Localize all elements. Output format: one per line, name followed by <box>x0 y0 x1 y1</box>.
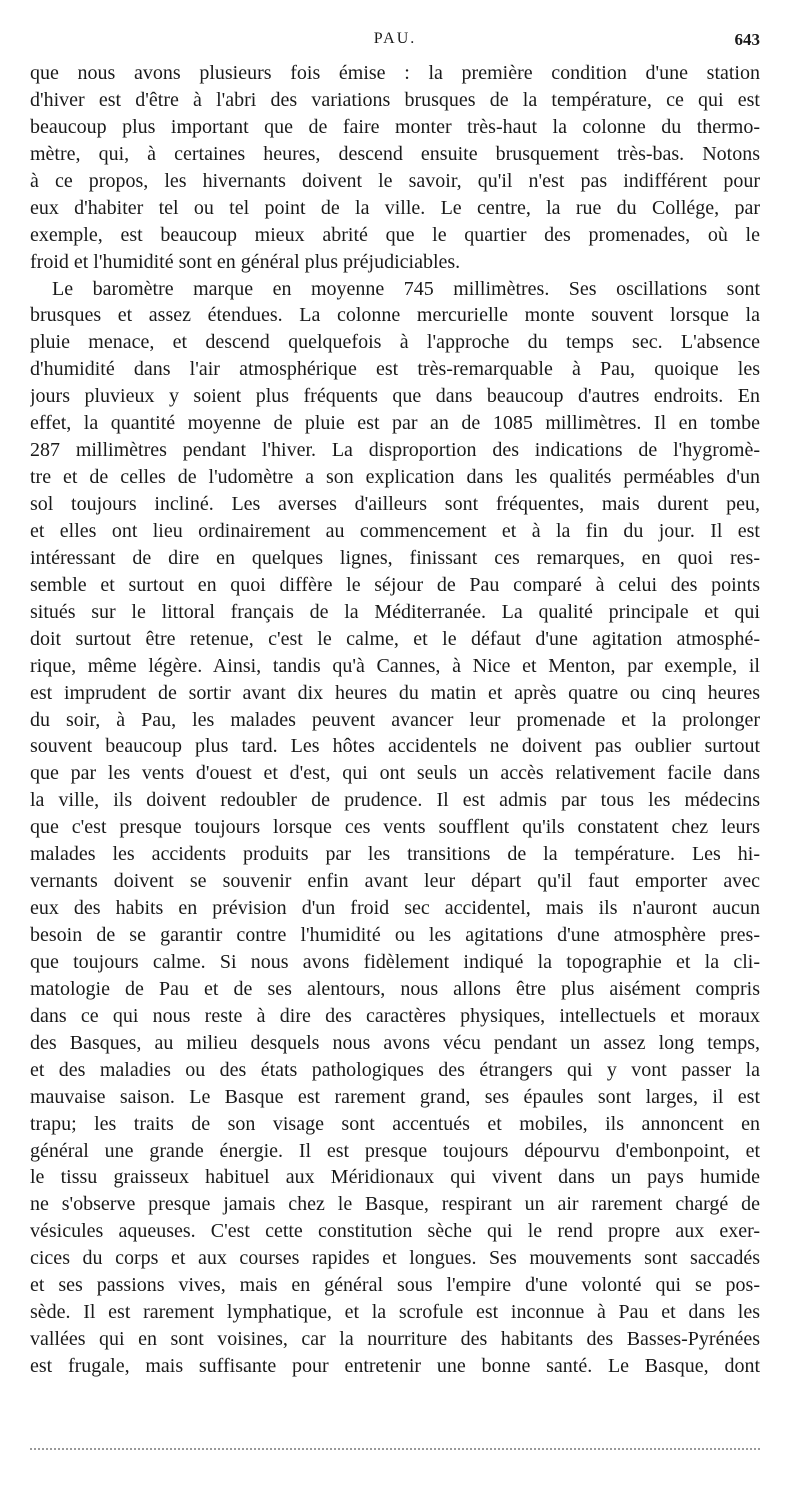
text-line: sède. Il est rarement lymphatique, et la scrofule est inconnue à Pau et dans les <box>30 1301 760 1324</box>
text-line: eux d'habiter tel ou tel point de la ville. Le centre, la rue du Collége, par <box>30 196 760 219</box>
text-line: besoin de se garantir contre l'humidité ou les agitations d'une atmosphère pres- <box>30 924 760 946</box>
text-line: d'hiver est d'être à l'abri des variations brusques de la température, ce qui est <box>30 88 760 111</box>
text-line: situés sur le littoral français de la Méditerranée. La qualité principale et qui <box>30 600 760 623</box>
text-line: et ses passions vives, mais en général sous l'empire d'une volonté qui se pos- <box>30 1274 760 1297</box>
text-line: vernants doivent se souvenir enfin avant leur départ qu'il faut emporter avec <box>30 870 760 893</box>
text-line: pluie menace, et descend quelquefois à l'approche du temps sec. L'absence <box>30 331 760 354</box>
text-line: froid et l'humidité sont en général plus préjudiciables. <box>30 250 461 273</box>
text-line: est frugale, mais suffisante pour entretenir une bonne santé. Le Basque, dont <box>30 1355 760 1377</box>
text-line: général une grande énergie. Il est presque toujours dépourvu d'embonpoint, et <box>30 1139 760 1162</box>
text-line: des Basques, au milieu desquels nous avons vécu pendant un assez long temps, <box>30 1031 760 1054</box>
text-line: eux des habits en prévision d'un froid sec accidentel, mais ils n'auront aucun <box>30 897 760 920</box>
text-line: ne s'observe presque jamais chez le Basque, respirant un air rarement chargé de <box>30 1193 760 1216</box>
text-line: que toujours calme. Si nous avons fidèlement indiqué la topographie et la cli- <box>30 950 760 973</box>
text-line: et des maladies ou des états pathologiques des étrangers qui y vont passer la <box>30 1058 760 1081</box>
text-line: souvent beaucoup plus tard. Les hôtes accidentels ne doivent pas oublier surtout <box>30 735 760 758</box>
text-body <box>30 60 760 1380</box>
text-line: mauvaise saison. Le Basque est rarement grand, ses épaules sont larges, il est <box>30 1085 760 1108</box>
text-line: à ce propos, les hivernants doivent le savoir, qu'il n'est pas indifférent pour <box>30 169 760 192</box>
text-line: que nous avons plusieurs fois émise : la première condition d'une station <box>30 62 760 84</box>
text-line: rique, même légère. Ainsi, tandis qu'à Cannes, à Nice et Menton, par exemple, il <box>30 654 760 677</box>
text-line: et elles ont lieu ordinairement au commencement et à la fin du jour. Il est <box>30 519 760 542</box>
text-line: tre et de celles de l'udomètre a son explication dans les qualités perméables d'un <box>30 466 760 489</box>
text-line: est imprudent de sortir avant dix heures du matin et après quatre ou cinq heures <box>30 681 760 704</box>
text-line: intéressant de dire en quelques lignes, finissant ces remarques, en quoi res- <box>30 546 760 569</box>
text-line: sol toujours incliné. Les averses d'ailleurs sont fréquentes, mais durent peu, <box>30 493 760 515</box>
text-line: d'humidité dans l'air atmosphérique est très-remarquable à Pau, quoique les <box>30 358 760 381</box>
text-line: malades les accidents produits par les transitions de la température. Les hi- <box>30 843 760 866</box>
footer-rule <box>30 1448 760 1450</box>
running-title: PAU. <box>373 30 417 47</box>
text-line: semble et surtout en quoi diffère le séjour de Pau comparé à celui des points <box>30 573 760 596</box>
text-line: 287 millimètres pendant l'hiver. La disproportion des indications de l'hygromè- <box>30 439 760 462</box>
text-line: effet, la quantité moyenne de pluie est par an de 1085 millimètres. Il en tombe <box>30 412 760 435</box>
text-line: mètre, qui, à certaines heures, descend ensuite brusquement très-bas. Notons <box>30 142 760 165</box>
text-line: beaucoup plus important que de faire monter très-haut la colonne du thermo- <box>30 115 760 138</box>
text-line: cices du corps et aux courses rapides et longues. Ses mouvements sont saccadés <box>30 1247 760 1270</box>
text-line: brusques et assez étendues. La colonne mercurielle monte souvent lorsque la <box>30 304 760 327</box>
text-line: que par les vents d'ouest et d'est, qui ont seuls un accès relativement facile dans <box>30 762 760 785</box>
text-line: exemple, est beaucoup mieux abrité que le quartier des promenades, où le <box>30 223 760 246</box>
text-line: vallées qui en sont voisines, car la nourriture des habitants des Basses-Pyrénées <box>30 1328 760 1351</box>
text-line: Le baromètre marque en moyenne 745 millimètres. Ses oscillations sont <box>52 277 760 300</box>
text-line: doit surtout être retenue, c'est le calme, et le défaut d'une agitation atmosphé- <box>30 627 760 650</box>
text-line: vésicules aqueuses. C'est cette constitution sèche qui le rend propre aux exer- <box>30 1220 760 1243</box>
running-head <box>30 30 760 52</box>
text-line: la ville, ils doivent redoubler de prudence. Il est admis par tous les médecins <box>30 789 760 812</box>
text-line: le tissu graisseux habituel aux Méridionaux qui vivent dans un pays humide <box>30 1166 760 1189</box>
text-line: matologie de Pau et de ses alentours, nous allons être plus aisément compris <box>30 977 760 1000</box>
text-line: que c'est presque toujours lorsque ces vents soufflent qu'ils constatent chez leurs <box>30 816 760 839</box>
text-line: dans ce qui nous reste à dire des caractères physiques, intellectuels et moraux <box>30 1004 760 1027</box>
text-line: du soir, à Pau, les malades peuvent avancer leur promenade et la prolonger <box>30 708 760 731</box>
text-line: trapu; les traits de son visage sont accentués et mobiles, ils annoncent en <box>30 1112 760 1135</box>
page-number: 643 <box>734 30 760 49</box>
text-line: jours pluvieux y soient plus fréquents que dans beaucoup d'autres endroits. En <box>30 385 760 408</box>
